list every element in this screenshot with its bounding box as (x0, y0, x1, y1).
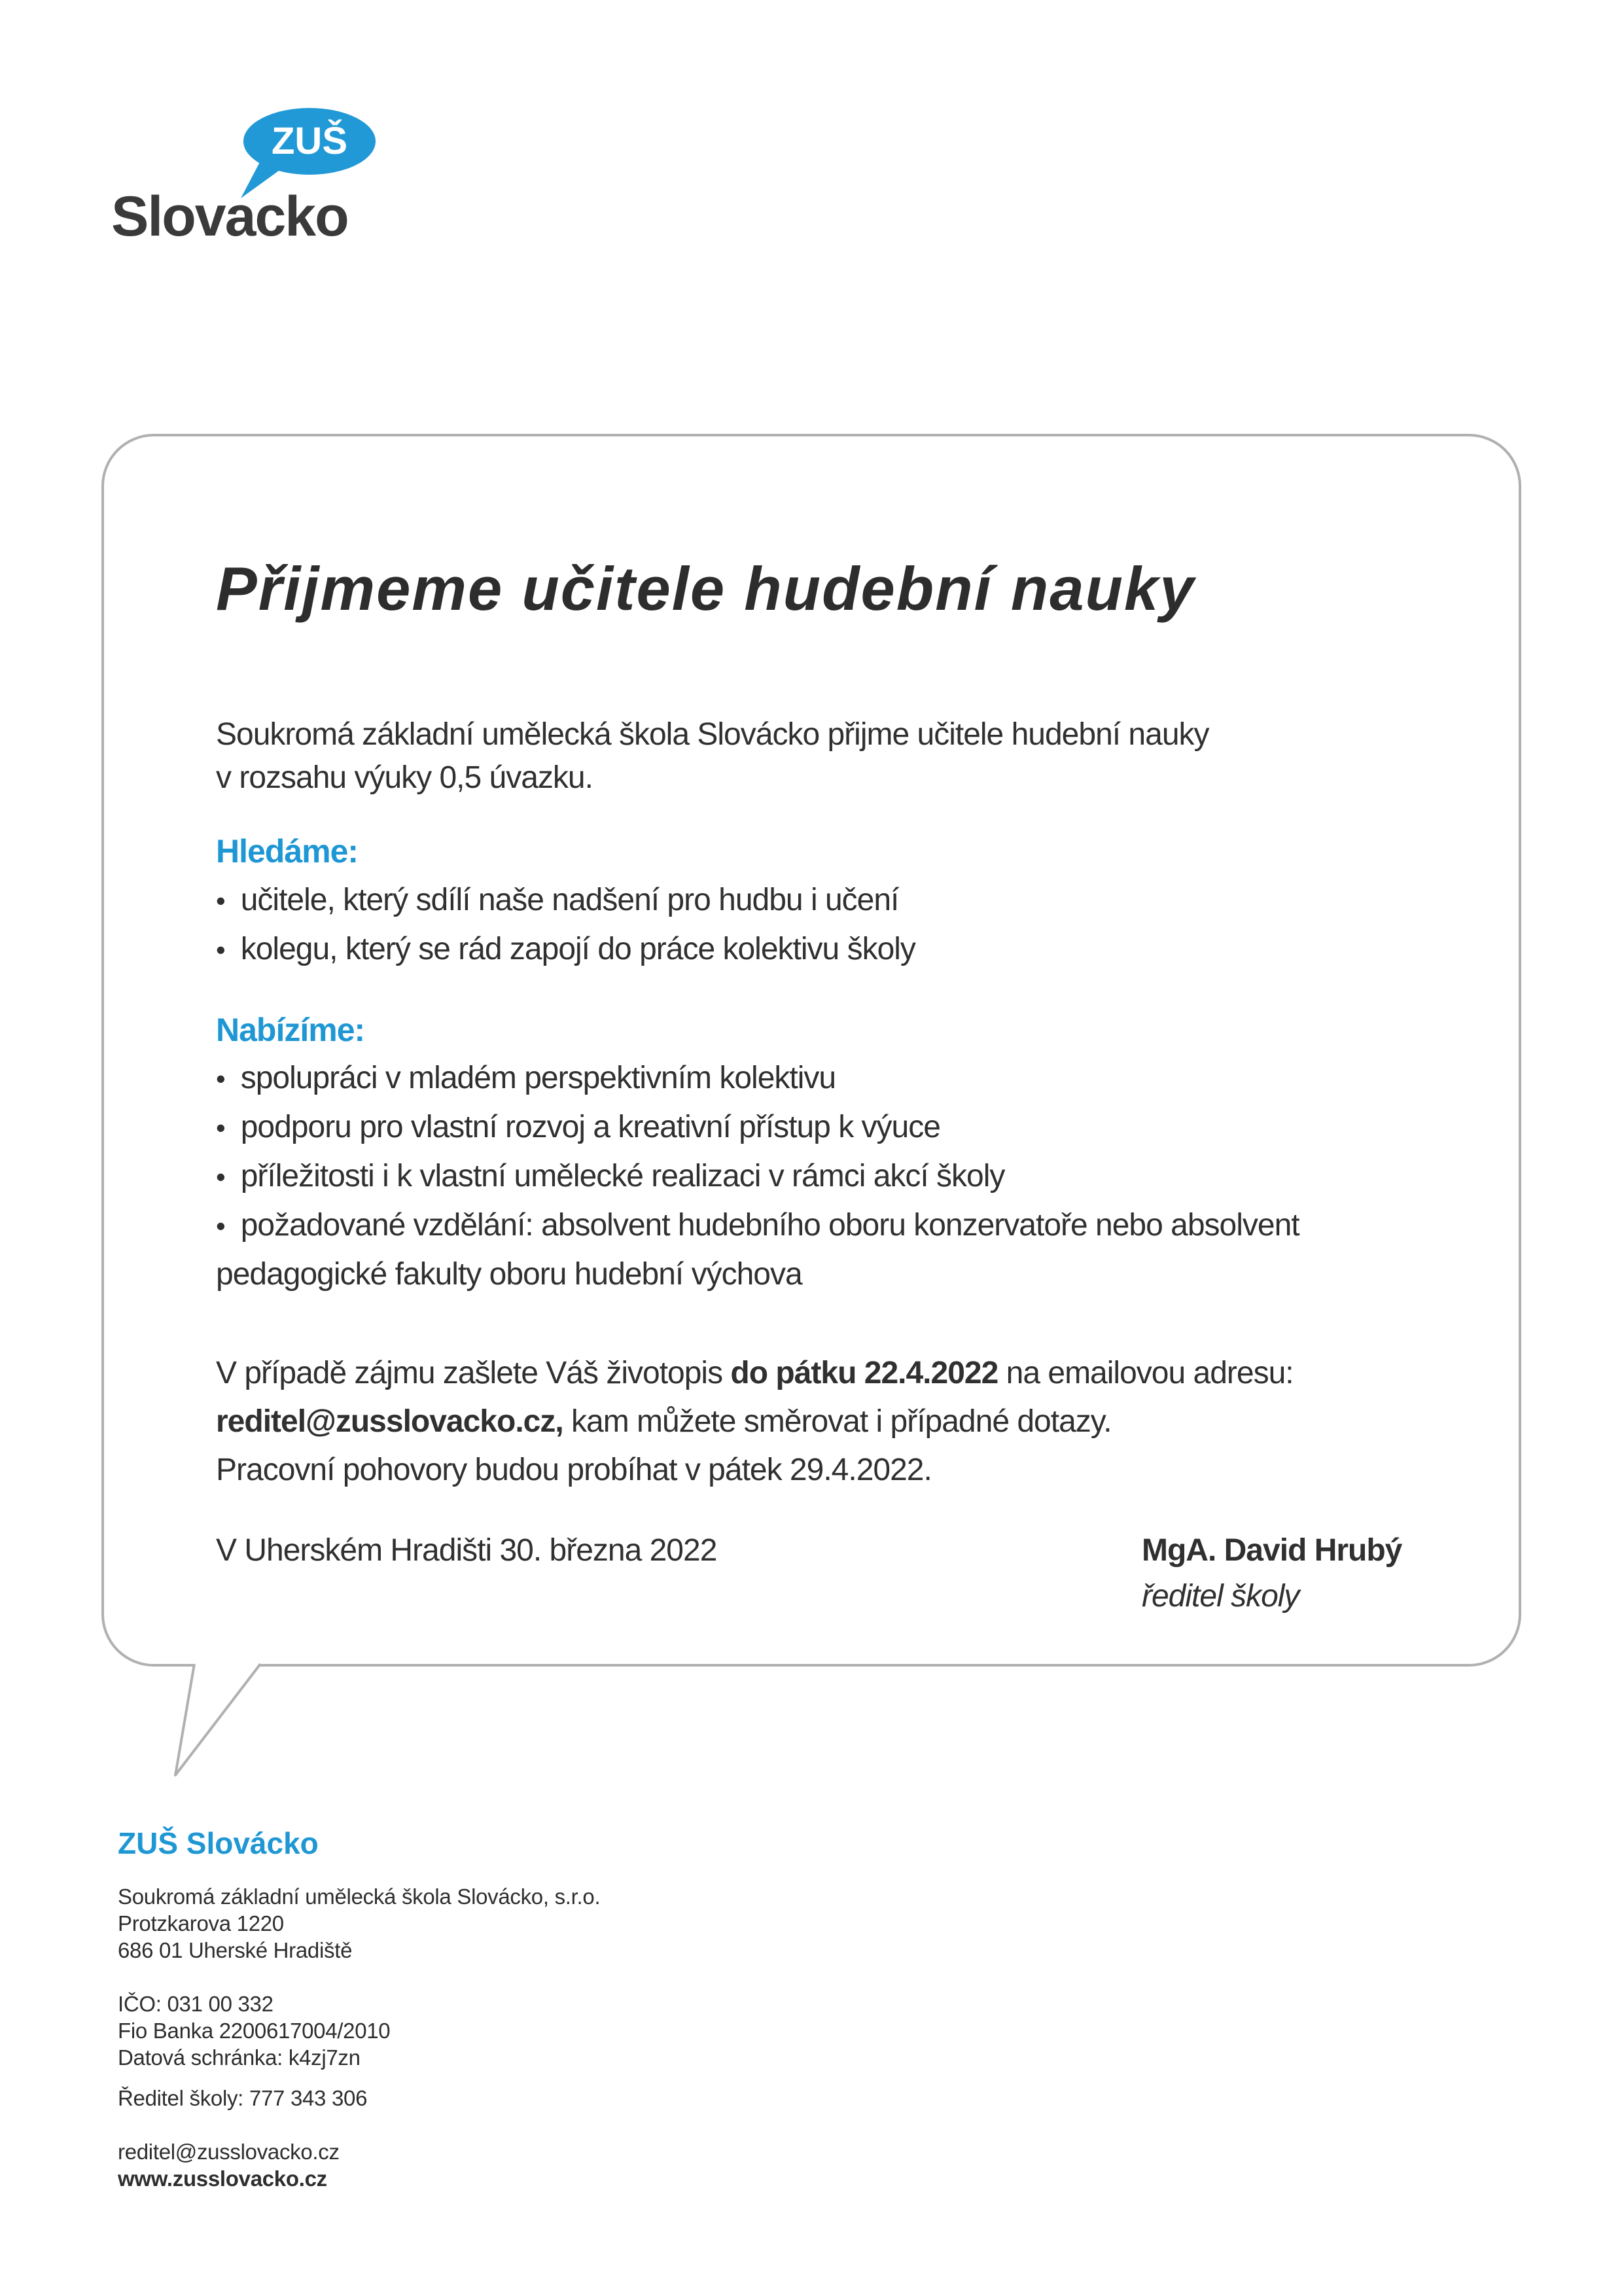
bullet-dot-icon: • (216, 1112, 225, 1143)
footer-website: www.zusslovacko.cz (118, 2166, 327, 2191)
footer-company: Soukromá základní umělecká škola Slovácko, s.r.o. (118, 1884, 601, 1909)
bullet-dot-icon: • (216, 1063, 225, 1094)
contact-line-2 (216, 1398, 1446, 1446)
footer-databox: Datová schránka: k4zj7zn (118, 2045, 361, 2070)
interview-date-line: Pracovní pohovory budou probíhat v pátek 29.4.2022. (216, 1453, 932, 1487)
bullet-dot-icon: • (216, 885, 225, 916)
bullet-dot-icon: • (216, 1210, 225, 1241)
contact-line-1-post: na emailovou adresu: (1006, 1356, 1294, 1390)
hledame-bullet-item (216, 931, 915, 967)
footer-email: reditel@zusslovacko.cz (118, 2140, 340, 2164)
hledame-bullet-item (216, 882, 898, 918)
section-heading-nabizime: Nabízíme: (216, 1012, 365, 1048)
footer-online-block (118, 2138, 340, 2192)
footer-ico: IČO: 031 00 332 (118, 1992, 274, 2016)
bullet-text: podporu pro vlastní rozvoj a kreativní přístup k výuce (240, 1110, 940, 1144)
logo-wordmark: Slovacko (111, 185, 348, 248)
bullet-text: kolegu, který se rád zapojí do práce kolektivu školy (240, 932, 915, 966)
job-title: Přijmeme učitele hudební nauky (216, 554, 1195, 623)
footer-phone: Ředitel školy: 777 343 306 (118, 2086, 368, 2110)
speech-bubble-tail-icon (160, 1663, 278, 1780)
contact-email: reditel@zusslovacko.cz, (216, 1404, 563, 1439)
signature-name: MgA. David Hrubý (1142, 1533, 1402, 1568)
footer-city: 686 01 Uherské Hradiště (118, 1938, 353, 1962)
nabizime-bullet-item (216, 1158, 1004, 1194)
footer-street: Protzkarova 1220 (118, 1911, 284, 1935)
footer-ids-block (118, 1990, 390, 2071)
bullet-text: příležitosti i k vlastní umělecké realizaci v rámci akcí školy (240, 1159, 1005, 1193)
section-heading-hledame: Hledáme: (216, 833, 359, 870)
nabizime-bullet-item (216, 1207, 1299, 1243)
bullet-text: požadované vzdělání: absolvent hudebního oboru konzervatoře nebo absolvent (240, 1208, 1299, 1243)
footer-bank: Fio Banka 2200617004/2010 (118, 2019, 391, 2043)
footer-heading: ZUŠ Slovácko (118, 1826, 319, 1860)
intro-line-2: v rozsahu výuky 0,5 úvazku. (216, 760, 593, 795)
bullet-continuation-line: pedagogické fakulty oboru hudební výchova (216, 1257, 802, 1292)
bullet-text: učitele, který sdílí naše nadšení pro hudbu i učení (240, 883, 899, 917)
bullet-text: spolupráci v mladém perspektivním kolektivu (240, 1061, 836, 1095)
contact-line-1-pre: V případě zájmu zašlete Váš životopis (216, 1356, 731, 1390)
logo-bubble-text: ZUŠ (272, 120, 347, 162)
intro-line-1: Soukromá základní umělecká škola Slovácko přijme učitele hudební nauky (216, 717, 1209, 752)
nabizime-bullet-item (216, 1109, 940, 1145)
signature-role: ředitel školy (1142, 1579, 1299, 1614)
nabizime-bullet-item (216, 1060, 836, 1096)
place-date-line: V Uherském Hradišti 30. března 2022 (216, 1533, 717, 1568)
bullet-dot-icon: • (216, 934, 225, 965)
contact-line-1 (216, 1349, 1446, 1398)
contact-paragraph (216, 1349, 1446, 1494)
footer-address-block (118, 1883, 600, 1964)
bullet-dot-icon: • (216, 1161, 225, 1192)
application-deadline: do pátku 22.4.2022 (730, 1356, 998, 1390)
contact-line-2-post: kam můžete směrovat i případné dotazy. (571, 1404, 1112, 1439)
intro-paragraph (216, 713, 1446, 800)
